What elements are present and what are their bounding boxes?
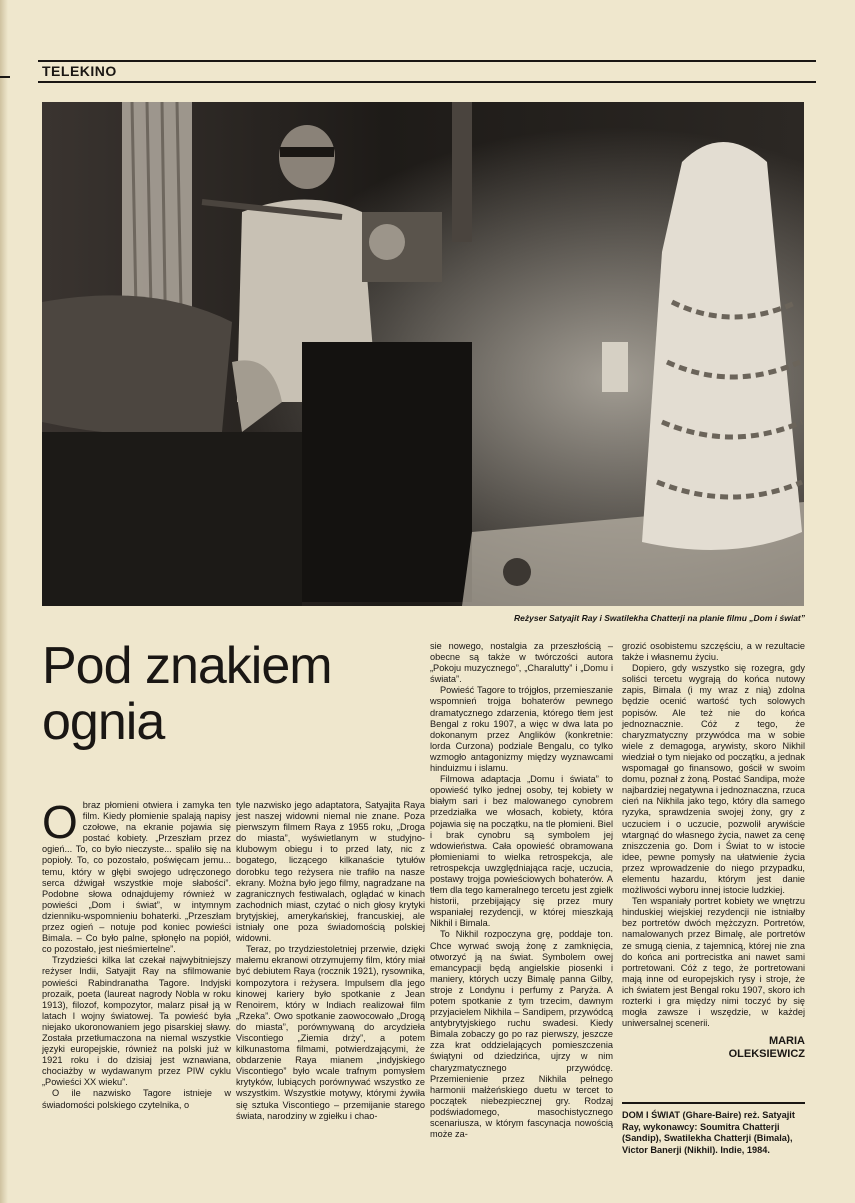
- author-byline: [622, 1035, 805, 1061]
- article-column-1: [42, 796, 231, 1111]
- author-first-name: MARIA: [768, 1035, 805, 1048]
- section-label: TELEKINO: [42, 63, 117, 79]
- page-edge: [0, 0, 8, 1203]
- drop-cap: O: [42, 796, 78, 848]
- paragraph: Teraz, po trzydziestoletniej przerwie, dzięki małemu ekranowi otrzymujemy film, który miał być debiutem Raya (rocznik 1921), rysownika, kompozytora i reżysera. Impulsem dla jego kinowej kariery było spotkanie z Jean Renoirem, który w Indiach realizował film „Rzeka”. Owo spotkanie zaowocowało „Drogą do miasta”, porównywaną do arcydzieła Viscontiego „Ziemia drży”, a potem kilkunastoma filmami, potwierdzającymi, że obdarzenie Raya mianem „indyjskiego Viscontiego” było wcale trafnym pomysłem krytyków, lubiących porównywać wszystko ze wszystkim. Wszystkie motywy, którymi żywiła się sztuka Viscontiego – przemijanie starego świata, narodziny w zgiełku i chao-: [236, 944, 425, 1121]
- author-last-name: OLEKSIEWICZ: [728, 1048, 805, 1061]
- headline-line-2: ognia: [42, 693, 165, 751]
- photo-caption: Reżyser Satyajit Ray i Swatilekha Chatterji na planie filmu „Dom i świat”: [514, 613, 805, 623]
- paragraph: Trzydzieści kilka lat czekał najwybitniejszy reżyser Indii, Satyajit Ray na sfilmowanie powieści Rabindranatha Tagore. Indyjski prozaik, poeta (laureat nagrody Nobla w roku 1913), filozof, kompozytor, malarz pisał ją w latach I wojny światowej. Ta powieść była niejako ukoronowaniem jego pisarskiej sławy. Została przetłumaczona na niemal wszystkie języki europejskie, również na polski już w 1921 roku i do dzisiaj jest wznawiana, chociażby w wydawanym przez PIW cyklu „Powieści XX wieku”.: [42, 955, 231, 1088]
- headline: [42, 638, 412, 750]
- header-rule-top: [38, 60, 816, 62]
- article-column-3: [430, 641, 613, 1140]
- paragraph: grozić osobistemu szczęściu, a w rezultacie także i własnemu życiu.: [622, 641, 805, 663]
- paragraph: Filmowa adaptacja „Domu i świata” to opowieść tylko jednej osoby, tej kobiety w białym sari i bez malowanego cynobrem przedziałka we włosach, kobiety, która pojawia się na początku, na tle płomieni. Biel i brak cynobru są symbolem jej wdowieństwa. Cała opowieść obramowana płomieniami to wielka retrospekcja, ale retrospekcja uwzględniająca racje, uczucia, postawy trojga powieściowych bohaterów. A tłem dla tego kameralnego tercetu jest zgiełk historii, przebijający się przez mury wspaniałej rezydencji, w której mieszkają Nikhil i Bimala.: [430, 774, 613, 929]
- headline-line-1: Pod znakiem: [42, 637, 332, 695]
- header-rule-bottom: [38, 81, 816, 83]
- paragraph: Powieść Tagore to trójgłos, przemieszanie wspomnień trojga bohaterów pewnego dramatycznego zdarzenia, którego tłem jest Bengal z roku 1907, a więc w dwa lata po dokonanym przez Anglików (konkretnie: lorda Curzona) podziale Bengalu, co tylko wzmogło antagonizmy między wyznawcami hinduizmu i islamu.: [430, 685, 613, 774]
- film-still-photo: [42, 102, 804, 606]
- article-column-4: [622, 641, 805, 1061]
- paragraph: tyle nazwisko jego adaptatora, Satyajita Raya jest naszej widowni niemal nie znane. Poza pierwszym filmem Raya z 1955 roku, „Droga do miasta”, wyświetlanym w studyjno-klubowym obiegu i to przed laty, nic z bogatego, liczącego kilkanaście tytułów dorobku tego reżysera nie trafiło na nasze ekrany. Można było jego filmy, nagradzane na zagranicznych festiwalach, oglądać w kinach zachodnich miast, czytać o nich głosy krytyki brytyjskiej, amerykańskiej, francuskiej, ale istniały one poza świadomością polskiej widowni.: [236, 800, 425, 944]
- film-credits: DOM I ŚWIAT (Ghare-Baire) reż. Satyajit Ray, wykonawcy: Soumitra Chatterji (Sandip), Swatilekha Chatterji (Bimala), Victor Banerji (Nikhil). Indie, 1984.: [622, 1102, 805, 1156]
- paragraph: O ile nazwisko Tagore istnieje w świadomości polskiego czytelnika, o: [42, 1088, 231, 1110]
- paragraph: sie nowego, nostalgia za przeszłością – obecne są także w twórczości autora „Pokoju muzycznego”, „Charalutty” i „Domu i świata”.: [430, 641, 613, 685]
- paragraph: braz płomieni otwiera i zamyka ten film. Kiedy płomienie spalają napisy czołowe, na ekranie pojawia się postać kobiety. „Przeszłam przez ogień... To, co było nieczyste... spaliło się na popioły. To, co pozostało, poświęcam jemu... temu, który w głębi swojego udręczonego serca dźwigał wszystkie moje słabości”. Podobne słowa odnajdujemy również w powieści „Dom i świat”, w intymnym dzienniku-wspomnieniu bohaterki. „Przeszłam przez ogień – notuje pod koniec powieści Bimala. – Co było palne, spłonęło na popiół, co pozostało, jest nieśmiertelne”.: [42, 800, 231, 955]
- paragraph: To Nikhil rozpoczyna grę, poddaje ton. Chce wyrwać swoją żonę z zamknięcia, otworzyć ją na świat. Symbolem owej emancypacji będą angielskie piosenki i maniery, których uczy Bimalę panna Gilby, stroje z Londynu i perfumy z Paryża. A potem spotkanie z tym trzecim, dawnym przyjacielem Nikhila – Sandipem, przywódcą antybrytyjskiego ruchu swadesi. Kiedy Bimala zobaczy go po raz pierwszy, jeszcze zza krat oddzielających pomieszczenia świątyni od dziedzińca, ujrzy w nim charyzmatycznego przywódcę. Przemienienie przez Nikhila pełnego harmonii małżeńskiego duetu w tercet to początek niebezpiecznej gry. Rodzaj podświadomego, masochistycznego scenariusza, w którym fascynacja nowością może za-: [430, 929, 613, 1140]
- margin-tick: [0, 76, 10, 78]
- paragraph: Dopiero, gdy wszystko się rozegra, gdy soliści tercetu wygrają do końca nutowy zapis, Bimala (i my wraz z nią) zdolna będzie ocenić wartość tych solowych popisów. Ale też nie do końca jednoznacznie. Cóż z tego, że charyzmatyczny przywódca ma w sobie wiele z demagoga, arywisty, skoro Nikhil wiedział o tym niejako od początku, a jednak wspomagał go finansowo, gościł w swoim domu, poznał z żoną. Postać Sandipa, może najbardziej negatywna i jednoznaczna, rzuca cień na Nikhila jako tego, który dla samego ryzyka, sprawdzenia swojej żony, gry z uczuciem i o uczucie, pozwolił arywiście wtargnąć do własnego życia, nawet za cenę zniszczenia go. Dom i Świat to w istocie idee, pewne pomysły na ułatwienie życia przez wprowadzenie do niego przypadku, elementu hazardu, którym jest danie możliwości wyboru innej istocie ludzkiej.: [622, 663, 805, 896]
- paragraph: Ten wspaniały portret kobiety we wnętrzu hinduskiej wiejskiej rezydencji nie istniałby bez portretów dwóch mężczyzn. Portretów, namalowanych przez Bimalę, ale portretów ze smugą cienia, z tajemnicą, której nie zna do końca ani portrecistka ani nawet sami portretowani. Cóż z tego, że portretowani mają inne od europejskich rysy i stroje, że ich światem jest Bengal roku 1907, skoro ich rozterki i gra między nimi toczyć by się mogła zawsze i wszędzie, w każdej uniwersalnej scenerii.: [622, 896, 805, 1029]
- article-column-2: [236, 800, 425, 1122]
